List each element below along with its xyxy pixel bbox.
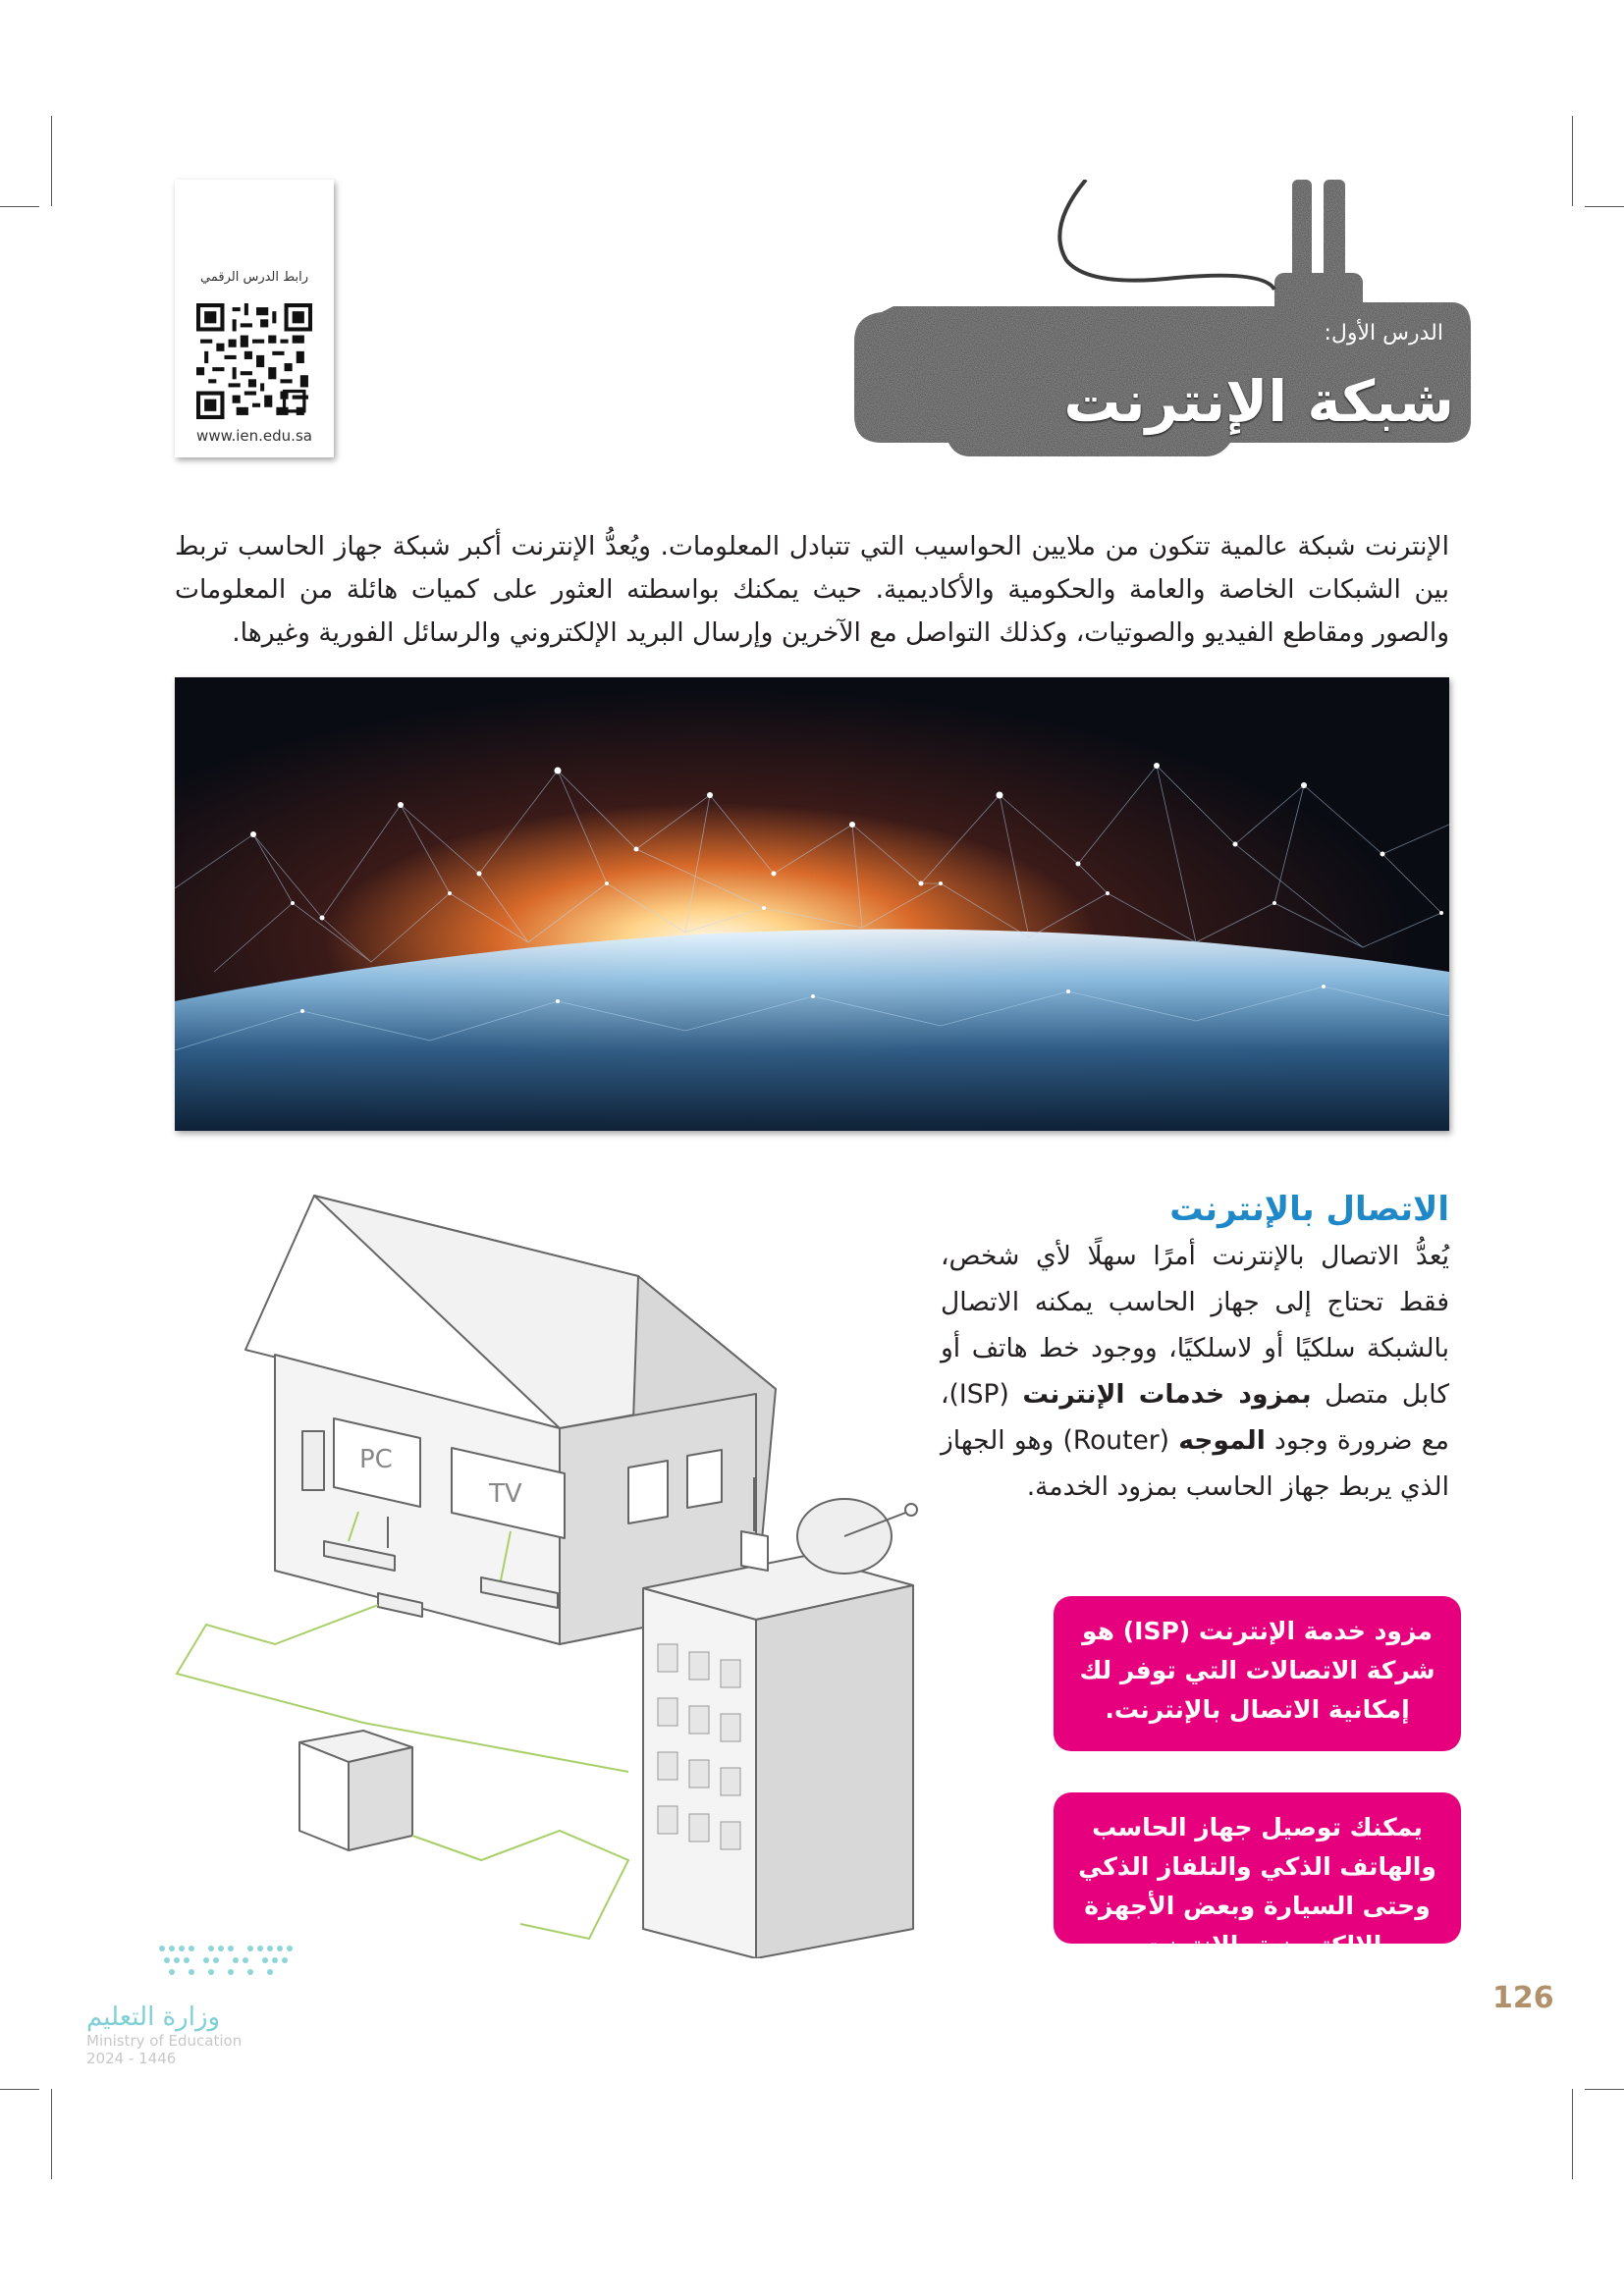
intro-paragraph: الإنترنت شبكة عالمية تتكون من ملايين الحواسيب التي تتبادل المعلومات. ويُعدُّ الإنترنت أكبر شبكة جهاز الحاسب تربط بين الشبكات الخاصة والعامة والحكومية والأكاديمية. حيث يمكنك بواسطته العثور على كميات هائلة من المعلومات والصور ومقاطع الفيديو والصوتيات، وكذلك التواصل مع الآخرين وإرسال البريد الإلكتروني والرسائل الفورية وغيرها. <box>175 531 1449 648</box>
qr-card[interactable] <box>175 180 334 457</box>
callout-isp: مزود خدمة الإنترنت (ISP) هو شركة الاتصالات التي توفر لك إمكانية الاتصال بالإنترنت. <box>1054 1596 1461 1751</box>
section-heading: الاتصال بالإنترنت <box>1169 1190 1449 1229</box>
network-earth-illustration <box>175 677 1449 1131</box>
ministry-year: 2024 - 1446 <box>86 2050 177 2067</box>
lesson-subtitle: الدرس الأول: <box>1324 321 1443 346</box>
network-earth-image <box>175 677 1449 1131</box>
crop-mark <box>1572 2089 1573 2179</box>
lesson-title: شبكة الإنترنت <box>1063 368 1454 435</box>
crop-mark <box>1585 206 1624 207</box>
qr-label: رابط الدرس الرقمي <box>200 270 308 285</box>
ministry-name-english: Ministry of Education <box>86 2032 243 2050</box>
crop-mark <box>51 2089 52 2179</box>
qr-url[interactable]: www.ien.edu.sa <box>196 427 312 445</box>
crop-mark <box>1585 2089 1624 2090</box>
callout-devices: يمكنك توصيل جهاز الحاسب والهاتف الذكي والتلفاز الذكي وحتى السيارة وبعض الأجهزة الإلكترونية بالإنترنت. <box>1054 1792 1461 1944</box>
crop-mark <box>51 116 52 206</box>
home-network-illustration <box>167 1183 943 1958</box>
crop-mark <box>1572 116 1573 206</box>
section-text-3: (Router) وهو الجهاز الذي يربط جهاز الحاسب بمزود الخدمة. <box>941 1425 1449 1502</box>
ministry-name-arabic: وزارة التعليم <box>86 2002 221 2032</box>
isp-term: بمزود خدمات الإنترنت <box>1022 1379 1312 1410</box>
pc-label: PC <box>359 1445 393 1474</box>
ministry-logo-icon <box>152 1939 299 1993</box>
section-text-1: يُعدُّ الاتصال بالإنترنت أمرًا سهلًا لأي شخص، فقط تحتاج إلى جهاز الحاسب يمكنه الاتصال بالشبكة سلكيًا أو لاسلكيًا، ووجود خط هاتف أو كابل متصل <box>941 1241 1449 1410</box>
router-term: الموجه <box>1178 1425 1266 1456</box>
crop-mark <box>0 206 39 207</box>
crop-mark <box>0 2089 39 2090</box>
section-text-2: (ISP)، مع ضرورة وجود <box>941 1379 1449 1456</box>
page-number: 126 <box>1492 1981 1554 2015</box>
section-body <box>941 1233 1449 1510</box>
qr-code-icon[interactable] <box>196 303 312 419</box>
tv-label: TV <box>489 1479 522 1509</box>
